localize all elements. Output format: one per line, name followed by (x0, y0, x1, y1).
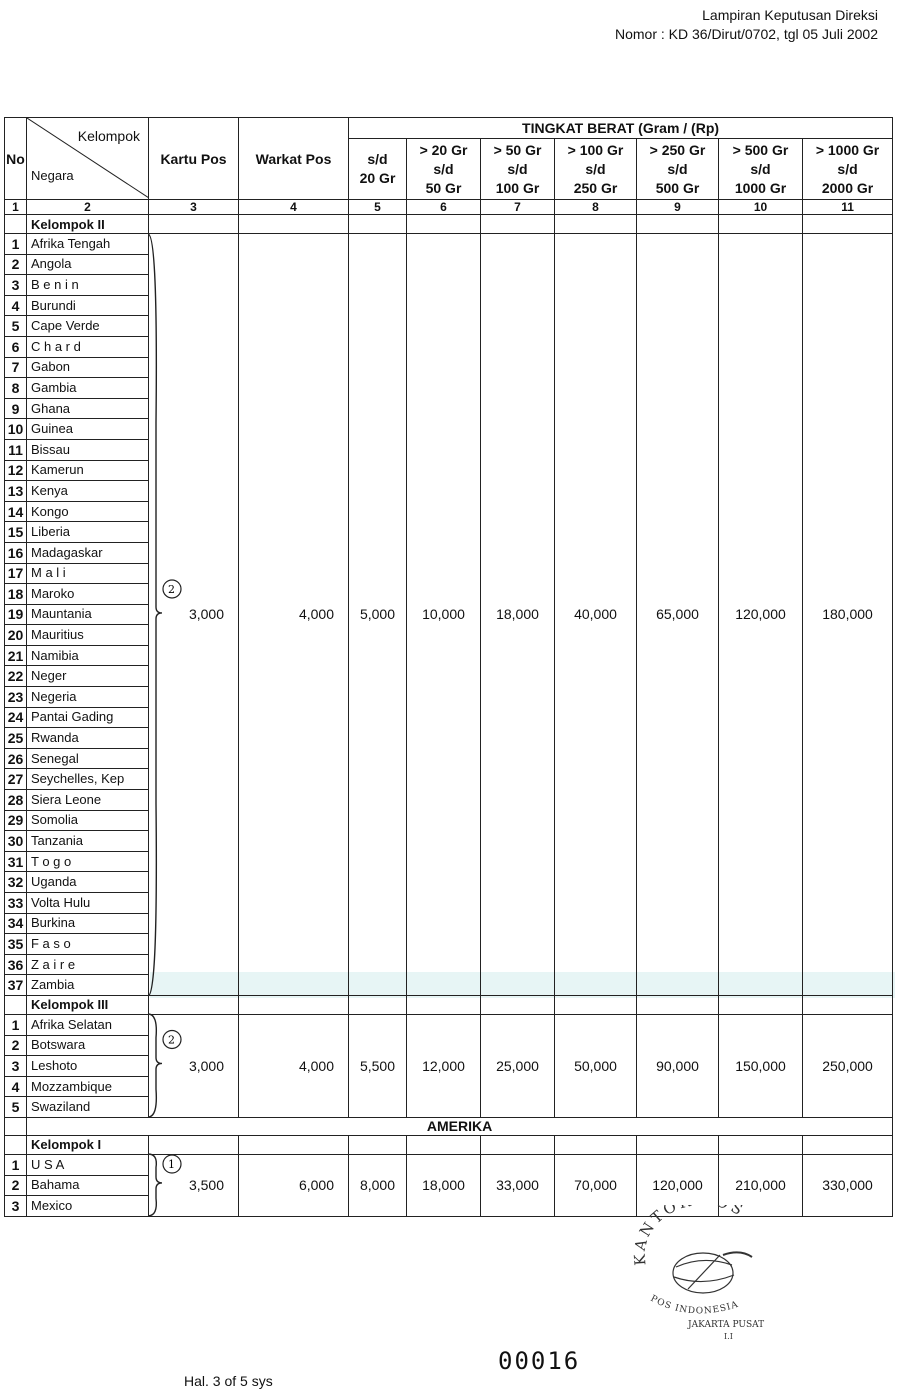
header-tingkat-berat: TINGKAT BERAT (Gram / (Rp) (349, 118, 893, 139)
row-number: 2 (5, 1175, 27, 1196)
group-title-row (5, 995, 893, 1014)
row-number: 21 (5, 645, 27, 666)
country-name: U S A (27, 1154, 149, 1175)
column-number: 8 (555, 200, 637, 215)
header-kartu-pos: Kartu Pos (149, 118, 239, 200)
rate-value: 3,000 (149, 1014, 239, 1117)
row-number: 14 (5, 501, 27, 522)
empty-cell (149, 995, 239, 1014)
page-indicator: Hal. 3 of 5 sys (184, 1373, 273, 1389)
country-name: Somolia (27, 810, 149, 831)
country-name: Mauntania (27, 604, 149, 625)
country-name: Neger (27, 666, 149, 687)
column-number-row (5, 200, 893, 215)
header-weight-line: s/d (507, 160, 528, 177)
empty-cell (349, 995, 407, 1014)
header-warkat-pos: Warkat Pos (239, 118, 349, 200)
row-number: 16 (5, 542, 27, 563)
row-number: 20 (5, 625, 27, 646)
rates-body (5, 200, 893, 1217)
country-name: Ghana (27, 398, 149, 419)
country-name: Maroko (27, 584, 149, 605)
column-number: 10 (719, 200, 803, 215)
country-name: Cape Verde (27, 316, 149, 337)
header-weight-line: 1000 Gr (734, 179, 787, 196)
table-row (5, 1154, 893, 1175)
country-name: Kamerun (27, 460, 149, 481)
stamp-top-text: KANTO S (630, 1205, 749, 1267)
rate-value: 18,000 (481, 234, 555, 996)
stamp-bottom-text: POS INDONESIA (648, 1293, 741, 1317)
empty-cell (637, 995, 719, 1014)
country-name: Gabon (27, 357, 149, 378)
header-line-2: Nomor : KD 36/Dirut/0702, tgl 05 Juli 2002 (614, 26, 878, 42)
header-weight-line: 250 Gr (573, 179, 618, 196)
country-name: Pantai Gading (27, 707, 149, 728)
empty-cell (407, 215, 481, 234)
group-title: Kelompok I (27, 1135, 149, 1154)
document-number: 00016 (498, 1347, 581, 1375)
country-name: Mozzambique (27, 1076, 149, 1097)
header-weight-line: > 20 Gr (419, 141, 468, 158)
row-number: 5 (5, 316, 27, 337)
header-weight-4 (555, 139, 637, 200)
row-number: 2 (5, 254, 27, 275)
group-no-cell (5, 1135, 27, 1154)
empty-cell (719, 995, 803, 1014)
rate-value: 33,000 (481, 1154, 555, 1216)
empty-cell (239, 1135, 349, 1154)
column-number: 3 (149, 200, 239, 215)
row-number: 13 (5, 481, 27, 502)
row-number: 2 (5, 1035, 27, 1056)
group-no-cell (5, 995, 27, 1014)
country-name: M a l i (27, 563, 149, 584)
country-name: B e n i n (27, 275, 149, 296)
country-name: Burkina (27, 913, 149, 934)
empty-cell (803, 215, 893, 234)
row-number: 6 (5, 336, 27, 357)
header-kelompok: Kelompok (77, 128, 140, 144)
header-weight-line: s/d (367, 151, 388, 167)
stamp-bottom-text-3: I.I (724, 1332, 733, 1341)
country-name: Z a i r e (27, 954, 149, 975)
header-line-1: Lampiran Keputusan Direksi (702, 7, 878, 23)
country-name: Uganda (27, 872, 149, 893)
country-name: T o g o (27, 851, 149, 872)
empty-cell (149, 1135, 239, 1154)
brace-mark: 2 (168, 582, 175, 596)
postal-rate-table (4, 117, 893, 1217)
row-number: 31 (5, 851, 27, 872)
row-number: 4 (5, 295, 27, 316)
row-number: 7 (5, 357, 27, 378)
country-name: Kenya (27, 481, 149, 502)
empty-cell (719, 215, 803, 234)
row-number: 34 (5, 913, 27, 934)
row-number: 29 (5, 810, 27, 831)
rate-value: 330,000 (803, 1154, 893, 1216)
column-number: 9 (637, 200, 719, 215)
rate-value: 180,000 (803, 234, 893, 996)
country-name: Negeria (27, 687, 149, 708)
row-number: 11 (5, 439, 27, 460)
country-name: Leshoto (27, 1056, 149, 1077)
empty-cell (349, 1135, 407, 1154)
country-name: Madagaskar (27, 542, 149, 563)
region-title: AMERIKA (27, 1117, 893, 1135)
row-number: 12 (5, 460, 27, 481)
empty-cell (637, 1135, 719, 1154)
country-name: Volta Hulu (27, 893, 149, 914)
column-number: 4 (239, 200, 349, 215)
row-number: 5 (5, 1097, 27, 1118)
row-number: 3 (5, 275, 27, 296)
row-number: 32 (5, 872, 27, 893)
empty-cell (555, 995, 637, 1014)
header-weight-line: 100 Gr (495, 179, 540, 196)
header-negara: Negara (31, 168, 74, 183)
country-name: Afrika Selatan (27, 1014, 149, 1035)
rate-value: 50,000 (555, 1014, 637, 1117)
country-name: C h a r d (27, 336, 149, 357)
rate-value: 8,000 (349, 1154, 407, 1216)
header-weight-line: 500 Gr (655, 179, 700, 196)
empty-cell (481, 215, 555, 234)
rate-value: 40,000 (555, 234, 637, 996)
empty-cell (239, 995, 349, 1014)
empty-cell (407, 1135, 481, 1154)
row-number: 30 (5, 831, 27, 852)
group-title: Kelompok III (27, 995, 149, 1014)
country-name: Guinea (27, 419, 149, 440)
header-weight-line: s/d (433, 160, 454, 177)
country-name: Bahama (27, 1175, 149, 1196)
header-weight-line: 2000 Gr (821, 179, 874, 196)
country-name: Burundi (27, 295, 149, 316)
header-weight-line: > 500 Gr (732, 141, 789, 158)
group-no-cell (5, 215, 27, 234)
group-title: Kelompok II (27, 215, 149, 234)
row-number: 26 (5, 748, 27, 769)
rate-value: 5,500 (349, 1014, 407, 1117)
header-weight-7 (803, 139, 893, 200)
row-number: 4 (5, 1076, 27, 1097)
column-number: 11 (803, 200, 893, 215)
rate-value: 10,000 (407, 234, 481, 996)
country-name: Mauritius (27, 625, 149, 646)
row-number: 10 (5, 419, 27, 440)
header-weight-5 (637, 139, 719, 200)
header-weight-1 (349, 139, 407, 200)
rate-value: 150,000 (719, 1014, 803, 1117)
country-name: Swaziland (27, 1097, 149, 1118)
country-name: Seychelles, Kep (27, 769, 149, 790)
rate-value: 12,000 (407, 1014, 481, 1117)
country-name: Liberia (27, 522, 149, 543)
row-number: 3 (5, 1056, 27, 1077)
rate-value: 3,500 (149, 1154, 239, 1216)
stamp-bottom-text-2: JAKARTA PUSAT (688, 1320, 765, 1330)
rate-value: 120,000 (719, 234, 803, 996)
row-number: 1 (5, 1014, 27, 1035)
country-name: Gambia (27, 378, 149, 399)
row-number: 24 (5, 707, 27, 728)
empty-cell (149, 215, 239, 234)
empty-cell (637, 215, 719, 234)
rate-value: 70,000 (555, 1154, 637, 1216)
row-number: 8 (5, 378, 27, 399)
rate-value: 210,000 (719, 1154, 803, 1216)
row-number: 37 (5, 975, 27, 996)
header-weight-2 (407, 139, 481, 200)
column-number: 7 (481, 200, 555, 215)
empty-cell (349, 215, 407, 234)
row-number: 9 (5, 398, 27, 419)
country-name: Bissau (27, 439, 149, 460)
rate-value: 120,000 (637, 1154, 719, 1216)
brace-mark: 1 (168, 1158, 175, 1172)
header-weight-line: 20 Gr (359, 170, 396, 186)
document-header (615, 6, 878, 44)
row-number: 1 (5, 1154, 27, 1175)
country-name: Tanzania (27, 831, 149, 852)
header-weight-line: > 50 Gr (493, 141, 542, 158)
country-name: Rwanda (27, 728, 149, 749)
empty-cell (481, 1135, 555, 1154)
country-name: Senegal (27, 748, 149, 769)
header-weight-line: s/d (837, 160, 858, 177)
country-name: Afrika Tengah (27, 234, 149, 255)
header-weight-line: > 1000 Gr (815, 141, 880, 158)
table-row (5, 234, 893, 255)
column-number: 5 (349, 200, 407, 215)
rate-value: 90,000 (637, 1014, 719, 1117)
row-number: 23 (5, 687, 27, 708)
empty-cell (555, 215, 637, 234)
column-number: 1 (5, 200, 27, 215)
row-number: 3 (5, 1196, 27, 1217)
header-weight-line: 50 Gr (425, 179, 462, 196)
header-kelompok-negara (27, 118, 149, 200)
header-weight-line: > 250 Gr (649, 141, 706, 158)
row-number: 28 (5, 790, 27, 811)
rate-value: 65,000 (637, 234, 719, 996)
row-number: 33 (5, 893, 27, 914)
country-name: Botswara (27, 1035, 149, 1056)
row-number: 17 (5, 563, 27, 584)
rate-value: 18,000 (407, 1154, 481, 1216)
header-weight-line: s/d (667, 160, 688, 177)
post-office-stamp (628, 1205, 778, 1345)
rate-value: 250,000 (803, 1014, 893, 1117)
country-name: Zambia (27, 975, 149, 996)
row-number: 19 (5, 604, 27, 625)
row-number: 25 (5, 728, 27, 749)
column-number: 2 (27, 200, 149, 215)
header-no: No (5, 118, 27, 200)
column-number: 6 (407, 200, 481, 215)
country-name: Namibia (27, 645, 149, 666)
row-number: 1 (5, 234, 27, 255)
rate-value: 3,000 (149, 234, 239, 996)
row-number: 22 (5, 666, 27, 687)
empty-cell (5, 1117, 27, 1135)
row-number: 15 (5, 522, 27, 543)
header-weight-line: s/d (585, 160, 606, 177)
header-weight-line: > 100 Gr (567, 141, 624, 158)
empty-cell (555, 1135, 637, 1154)
header-weight-line: s/d (750, 160, 771, 177)
rate-value: 5,000 (349, 234, 407, 996)
empty-cell (803, 995, 893, 1014)
country-name: Siera Leone (27, 790, 149, 811)
country-name: F a s o (27, 934, 149, 955)
header-weight-3 (481, 139, 555, 200)
row-number: 18 (5, 584, 27, 605)
region-row (5, 1117, 893, 1135)
rate-value: 25,000 (481, 1014, 555, 1117)
table-row (5, 1014, 893, 1035)
brace-mark: 2 (168, 1033, 175, 1047)
header-weight-6 (719, 139, 803, 200)
country-name: Kongo (27, 501, 149, 522)
empty-cell (481, 995, 555, 1014)
row-number: 36 (5, 954, 27, 975)
empty-cell (803, 1135, 893, 1154)
stamp-emblem (673, 1252, 752, 1293)
rate-value: 6,000 (239, 1154, 349, 1216)
empty-cell (719, 1135, 803, 1154)
row-number: 35 (5, 934, 27, 955)
row-number: 27 (5, 769, 27, 790)
group-title-row (5, 215, 893, 234)
country-name: Angola (27, 254, 149, 275)
empty-cell (239, 215, 349, 234)
group-title-row (5, 1135, 893, 1154)
empty-cell (407, 995, 481, 1014)
country-name: Mexico (27, 1196, 149, 1217)
rate-value: 4,000 (239, 1014, 349, 1117)
rate-value: 4,000 (239, 234, 349, 996)
